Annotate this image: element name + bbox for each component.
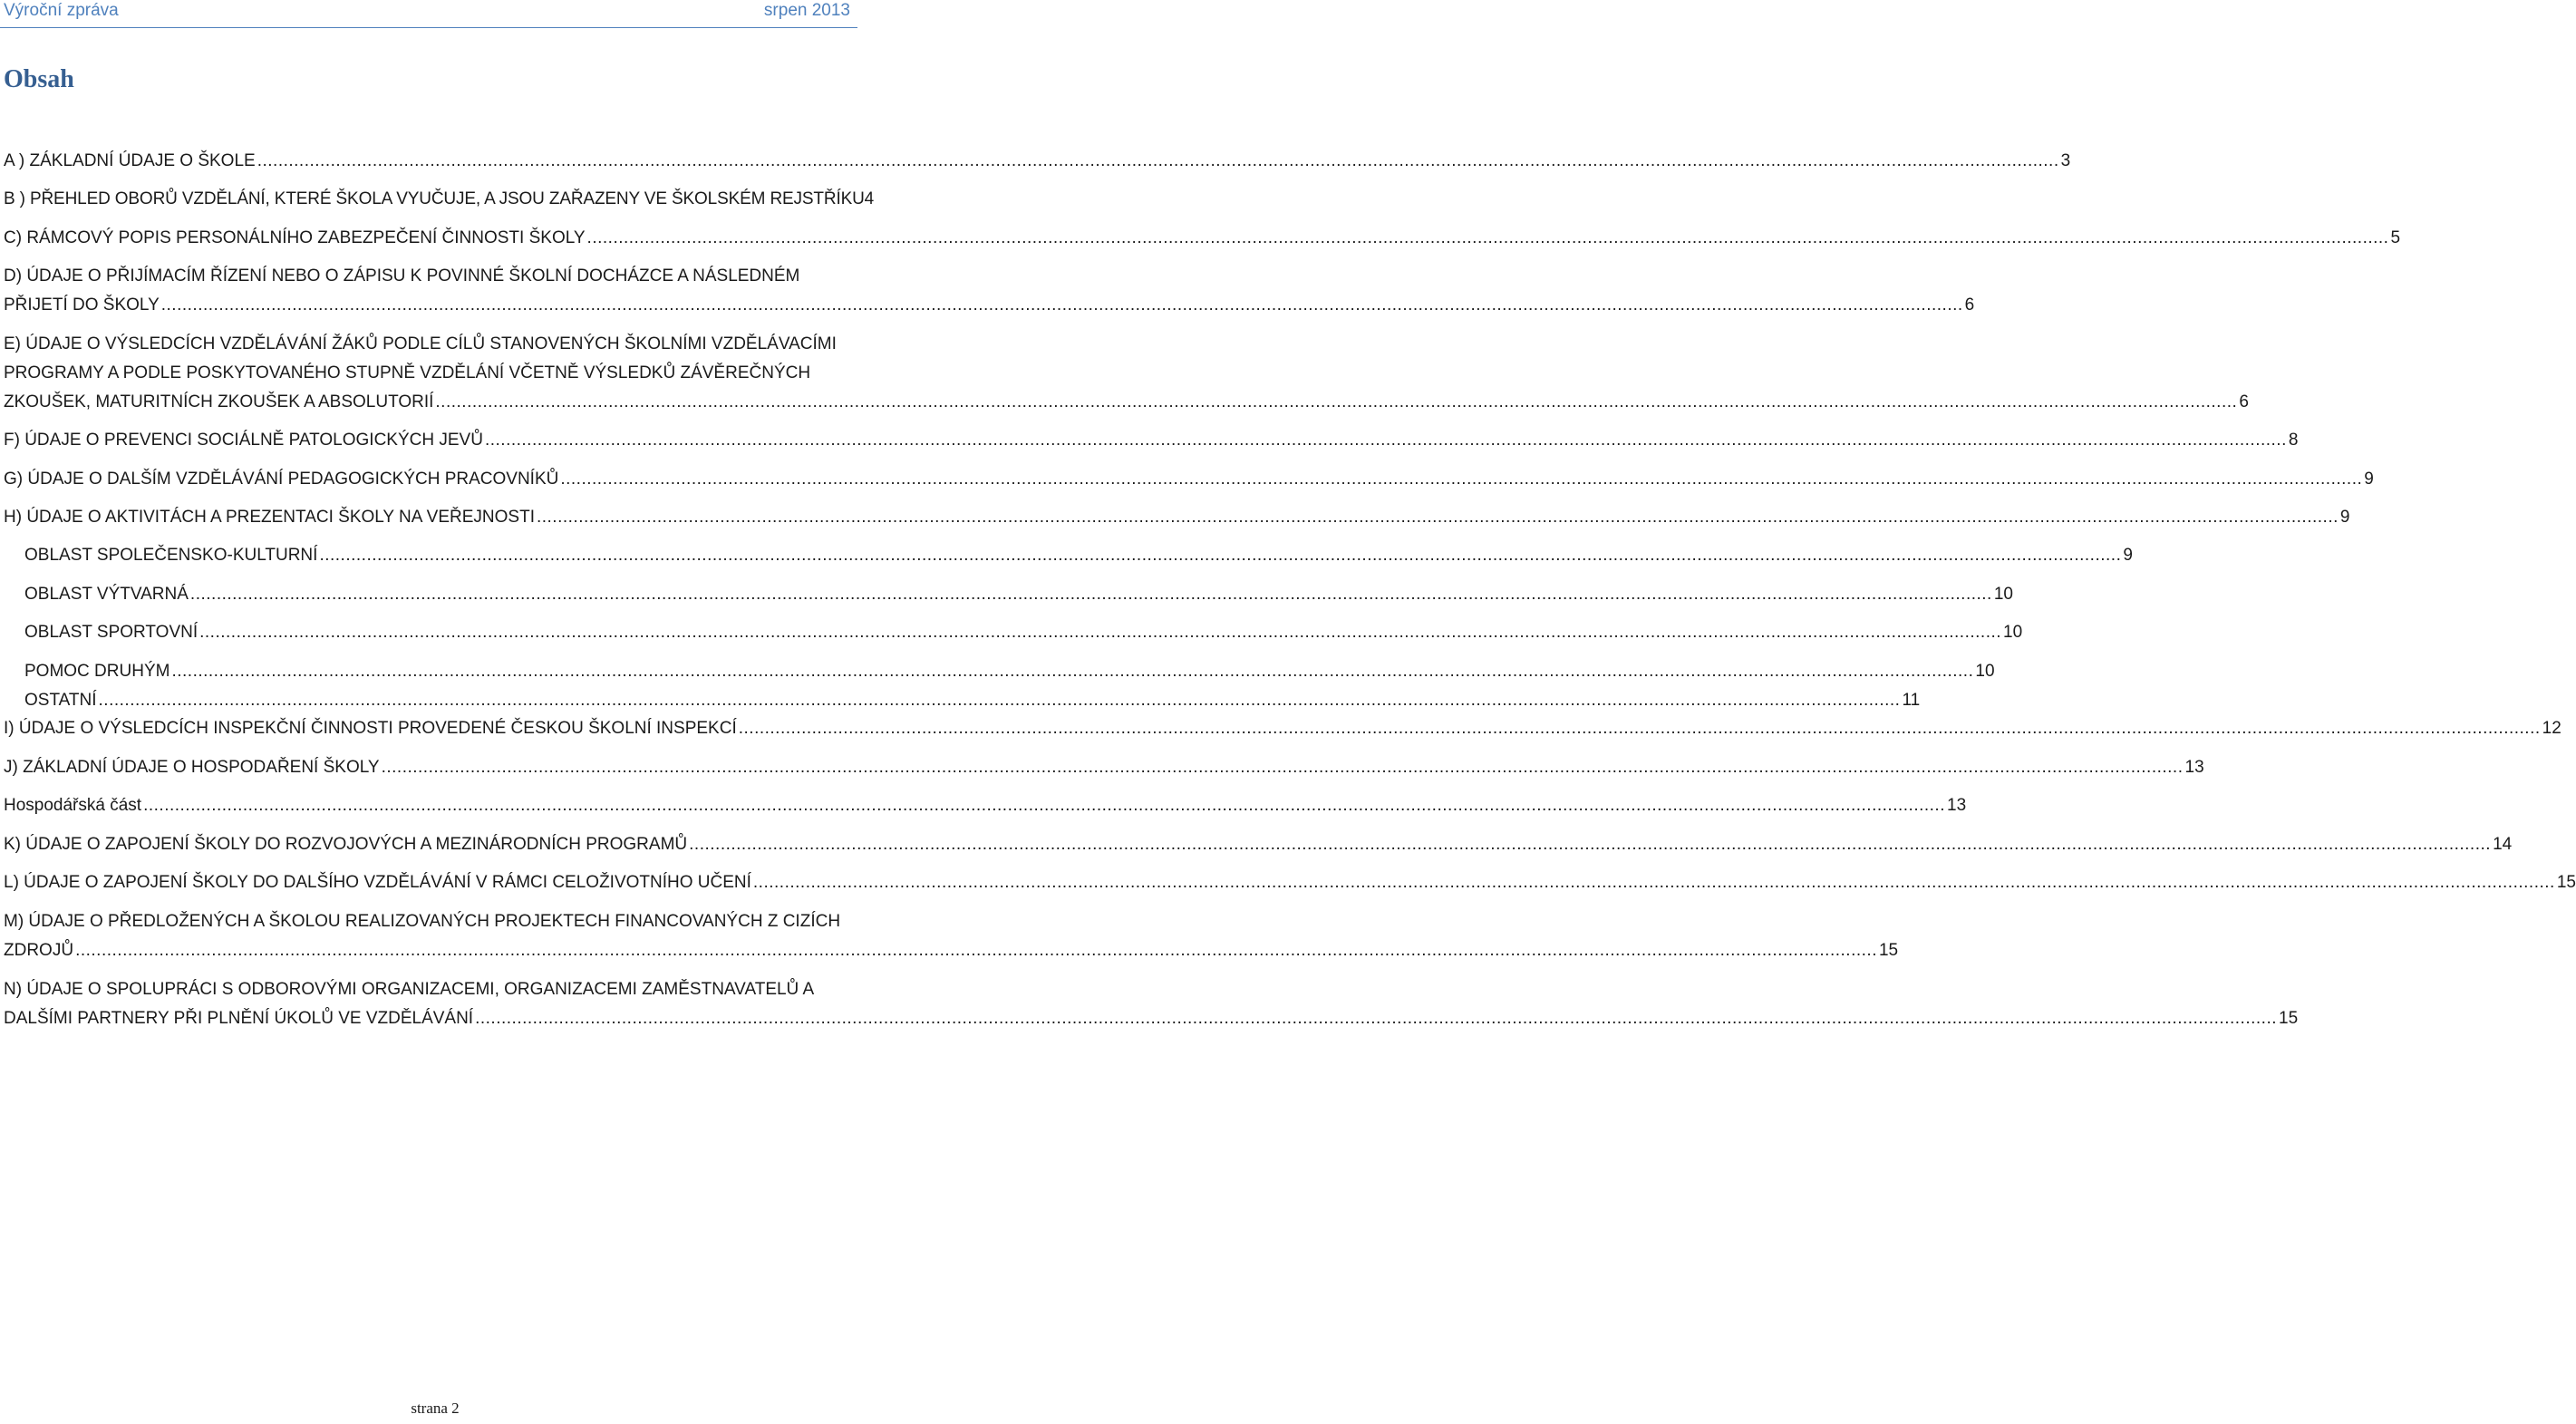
toc-page-number: 12 xyxy=(2542,719,2561,738)
toc-entry[interactable] xyxy=(4,868,2576,897)
toc-page-number: 9 xyxy=(2123,546,2133,565)
toc-entry-title-line: PROGRAMY A PODLE POSKYTOVANÉHO STUPNĚ VZDĚLÁNÍ VČETNĚ VÝSLEDKŮ ZÁVĚREČNÝCH xyxy=(4,363,811,383)
toc-entry-title-line: E) ÚDAJE O VÝSLEDCÍCH VZDĚLÁVÁNÍ ŽÁKŮ PODLE CÍLŮ STANOVENÝCH ŠKOLNÍMI VZDĚLÁVACÍMI xyxy=(4,334,837,354)
page-title: Obsah xyxy=(4,65,74,93)
toc-page-number: 15 xyxy=(2556,873,2576,892)
toc-leader xyxy=(689,830,2491,859)
toc-leader xyxy=(739,714,2541,743)
toc-entry-title: C) RÁMCOVÝ POPIS PERSONÁLNÍHO ZABEZPEČENÍ ČINNOSTI ŠKOLY xyxy=(4,228,586,247)
toc-leader xyxy=(753,868,2555,897)
toc-entry[interactable] xyxy=(4,753,2204,782)
toc-entry-title: J) ZÁKLADNÍ ÚDAJE O HOSPODAŘENÍ ŠKOLY xyxy=(4,758,380,777)
toc-page-number: 15 xyxy=(2279,1009,2299,1028)
toc-entry-title: ZDROJŮ xyxy=(4,941,74,960)
toc-leader xyxy=(75,936,1877,965)
toc-entry-title: ZKOUŠEK, MATURITNÍCH ZKOUŠEK A ABSOLUTORIÍ xyxy=(4,392,434,412)
toc-page-number: 6 xyxy=(1964,295,1975,315)
toc-entry-title: Hospodářská část xyxy=(4,796,142,815)
toc-entry-title: OBLAST SPOLEČENSKO-KULTURNÍ xyxy=(24,546,318,565)
toc-entry-title: G) ÚDAJE O DALŠÍM VZDĚLÁVÁNÍ PEDAGOGICKÝCH PRACOVNÍKŮ xyxy=(4,470,559,489)
toc-entry[interactable] xyxy=(4,714,2561,743)
toc-entry-title: K) ÚDAJE O ZAPOJENÍ ŠKOLY DO ROZVOJOVÝCH A MEZINÁRODNÍCH PROGRAMŮ xyxy=(4,835,688,854)
toc-leader xyxy=(161,291,1963,320)
toc-leader xyxy=(199,618,2001,647)
toc-entry-title: PŘIJETÍ DO ŠKOLY xyxy=(4,295,160,315)
toc-leader xyxy=(190,580,1992,609)
toc-leader xyxy=(435,388,2237,417)
toc-page-number: 9 xyxy=(2364,470,2374,489)
toc-page-number: 10 xyxy=(1975,662,1995,681)
toc-subentry[interactable] xyxy=(24,618,2023,647)
toc-entry[interactable] xyxy=(4,830,2513,859)
toc-leader xyxy=(171,657,1973,686)
header-date: srpen 2013 xyxy=(763,1,850,20)
toc-entry-title: L) ÚDAJE O ZAPOJENÍ ŠKOLY DO DALŠÍHO VZDĚLÁVÁNÍ V RÁMCI CELOŽIVOTNÍHO UČENÍ xyxy=(4,873,751,892)
toc-leader xyxy=(485,426,2287,455)
toc-page-number: 6 xyxy=(2239,392,2249,412)
toc-entry-title-line: M) ÚDAJE O PŘEDLOŽENÝCH A ŠKOLOU REALIZOVANÝCH PROJEKTECH FINANCOVANÝCH Z CIZÍCH xyxy=(4,912,841,931)
toc-page-number: 11 xyxy=(1902,691,1921,710)
toc-entry-title: OBLAST VÝTVARNÁ xyxy=(24,585,189,604)
toc-page-number: 14 xyxy=(2493,835,2513,854)
toc-leader xyxy=(475,1004,2277,1033)
toc-page-number: 4 xyxy=(864,189,875,208)
toc-entry[interactable] xyxy=(4,465,2374,494)
toc-entry[interactable] xyxy=(4,426,2299,455)
toc-entry-title: B ) PŘEHLED OBORŮ VZDĚLÁNÍ, KTERÉ ŠKOLA VYUČUJE, A JSOU ZAŘAZENY VE ŠKOLSKÉM REJSTŘÍKU xyxy=(4,189,865,208)
toc-leader xyxy=(587,224,2389,253)
toc-entry-title-line: D) ÚDAJE O PŘIJÍMACÍM ŘÍZENÍ NEBO O ZÁPISU K POVINNÉ ŠKOLNÍ DOCHÁZCE A NÁSLEDNÉM xyxy=(4,266,800,286)
toc-entry[interactable] xyxy=(4,975,2299,1033)
toc-entry[interactable] xyxy=(4,503,2350,532)
toc-leader xyxy=(319,541,2121,570)
toc-page-number: 13 xyxy=(2184,758,2204,777)
toc-entry[interactable] xyxy=(4,185,875,214)
header-title: Výroční zpráva xyxy=(4,1,119,20)
toc-page-number: 8 xyxy=(2288,431,2299,450)
toc-entry-title: POMOC DRUHÝM xyxy=(24,662,170,681)
toc-page-number: 13 xyxy=(1947,796,1967,815)
toc-subentry[interactable] xyxy=(24,541,2133,570)
toc-leader xyxy=(257,147,2059,176)
toc-entry[interactable] xyxy=(4,330,2249,417)
toc-subentry[interactable] xyxy=(24,686,1921,715)
toc-page-number: 9 xyxy=(2339,508,2350,527)
toc-entry[interactable] xyxy=(4,907,1899,965)
toc-entry-title: OBLAST SPORTOVNÍ xyxy=(24,623,199,642)
toc-entry[interactable] xyxy=(4,147,2071,176)
toc-entry-title: DALŠÍMI PARTNERY PŘI PLNĚNÍ ÚKOLŮ VE VZDĚLÁVÁNÍ xyxy=(4,1009,474,1028)
toc-subentry[interactable] xyxy=(24,580,2013,609)
toc-page-number: 10 xyxy=(2003,623,2023,642)
toc-subentry[interactable] xyxy=(24,657,1995,686)
toc-entry[interactable] xyxy=(4,262,1975,320)
toc-entry-title: I) ÚDAJE O VÝSLEDCÍCH INSPEKČNÍ ČINNOSTI PROVEDENÉ ČESKOU ŠKOLNÍ INSPEKCÍ xyxy=(4,719,737,738)
page-footer: strana 2 xyxy=(411,1400,460,1417)
toc-page-number: 10 xyxy=(1993,585,2013,604)
toc-entry[interactable] xyxy=(4,791,1967,820)
toc-page-number: 3 xyxy=(2060,151,2071,170)
toc-leader xyxy=(99,686,1901,715)
toc-page-number: 15 xyxy=(1878,941,1899,960)
toc-leader xyxy=(537,503,2339,532)
toc-entry-title: OSTATNÍ xyxy=(24,691,97,710)
toc-entry[interactable] xyxy=(4,224,2401,253)
toc-leader xyxy=(382,753,2184,782)
toc-entry-title: F) ÚDAJE O PREVENCI SOCIÁLNĚ PATOLOGICKÝCH JEVŮ xyxy=(4,431,483,450)
toc-leader xyxy=(560,465,2362,494)
toc-entry-title: A ) ZÁKLADNÍ ÚDAJE O ŠKOLE xyxy=(4,151,256,170)
toc-leader xyxy=(143,791,1945,820)
toc-entry-title-line: N) ÚDAJE O SPOLUPRÁCI S ODBOROVÝMI ORGANIZACEMI, ORGANIZACEMI ZAMĚSTNAVATELŮ A xyxy=(4,980,815,999)
toc-entry-title: H) ÚDAJE O AKTIVITÁCH A PREZENTACI ŠKOLY NA VEŘEJNOSTI xyxy=(4,508,535,527)
toc-page-number: 5 xyxy=(2390,228,2401,247)
